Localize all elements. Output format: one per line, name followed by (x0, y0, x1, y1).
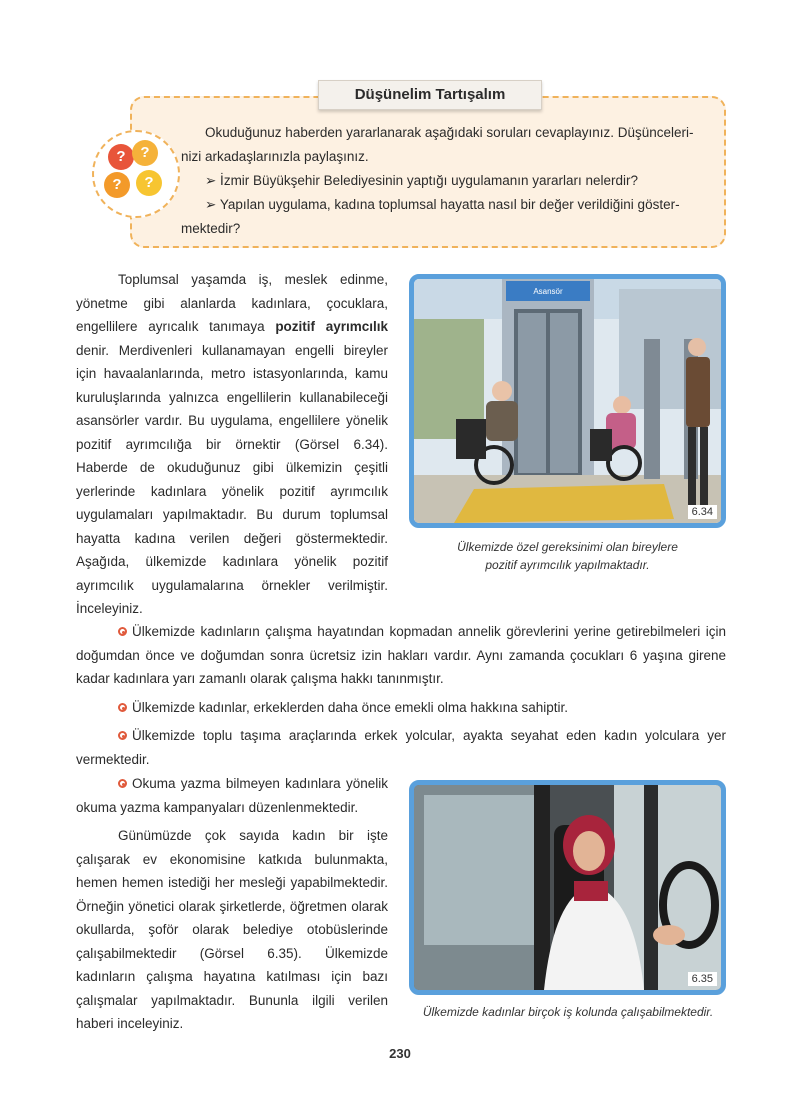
photo-bus-driver (409, 780, 726, 995)
bullet-icon (118, 703, 127, 712)
photo-elevator (409, 274, 726, 528)
para1-bold-term: pozitif ayrımcılık (275, 319, 388, 334)
paragraph-working-women: Günümüzde çok sayıda kadın bir işte çalışarak ev ekonomisine katkıda bulunmakta, hemen hemen istediği her mesleği yapabilmektedir. Örneğin yönetici olarak şirketlerde, öğretmen olarak okullarda, şoför olarak belediye otobüslerinde çalışabilmektedir (Görsel 6.35). Ülkemizde kadınların çalışma hayatına katılması için bazı çalışmalar yapılmaktadır. Bununla ilgili verilen haberi inceleyiniz. (76, 828, 388, 1031)
figure-caption-6-34 (409, 538, 726, 574)
left-column-lower (76, 772, 388, 1036)
bullet-list (76, 620, 726, 771)
bullet-icon (118, 627, 127, 636)
discussion-intro-line1: Okuduğunuz haberden yararlanarak aşağıdaki soruları cevaplayınız. Düşünceleri- (205, 125, 694, 140)
list-item (76, 772, 388, 819)
caption-6-34-line2: pozitif ayrımcılık yapılmaktadır. (485, 558, 650, 572)
discussion-title: Düşünelim Tartışalım (318, 80, 542, 110)
list-item (76, 696, 726, 720)
question-bubble-red: ? (108, 144, 134, 170)
discussion-question-2-line2: mektedir? (181, 221, 241, 236)
discussion-content (181, 121, 716, 241)
list-item (76, 724, 726, 771)
figure-caption-6-35: Ülkemizde kadınlar birçok iş kolunda çalışabilmektedir. (422, 1005, 714, 1019)
discussion-intro-line2: nizi arkadaşlarınızla paylaşınız. (181, 149, 369, 164)
bullet-text-4: Okuma yazma bilmeyen kadınlara yönelik okuma yazma kampanyaları düzenlenmektedir. (76, 776, 388, 815)
bullet-text-2: Ülkemizde kadınlar, erkeklerden daha önce emekli olma hakkına sahiptir. (132, 699, 568, 715)
question-bubble-gold: ? (136, 170, 162, 196)
bullet-text-1: Ülkemizde kadınların çalışma hayatından kopmadan annelik görevlerini yerine getirebilmeleri için doğumdan önce ve doğumdan sonra ücretsiz izin hakları vardır. Aynı zamanda çocukları 6 yaşına girene kadar kadınlara yarı zamanlı olarak çalışma hakkı tanınmıştır. (76, 624, 726, 686)
bullet-text-3: Ülkemizde toplu taşıma araçlarında erkek yolcular, ayakta seyahat eden kadın yolculara yer vermektedir. (76, 728, 726, 767)
question-bubble-yellow: ? (132, 140, 158, 166)
para1-text-end: denir. Merdivenleri kullanamayan engelli bireyler için havaalanlarında, metro istasyonlarında, kamu kuruluşlarında yalnızca engellilerin kullanabileceği asansörler vardır. Bu uygulama, engellilere yönelik pozitif ayrımcılığa bir örnektir (Görsel 6.34). Haberde de okuduğunuz gibi ülkemizin çeşitli yerlerinde kadınlara yönelik pozitif ayrımcılık uygulamaları yapılmaktadır. Bu durum toplumsal hayatta kadına verilen değeri göstermektedir. Aşağıda, ülkemizde kadınlara yönelik pozitif ayrımcılık uygulamalarına örnekler verilmiştir. İnceleyiniz. (76, 342, 388, 616)
list-item (76, 620, 726, 691)
question-marks-icon (92, 130, 180, 218)
bus-driver-image (414, 785, 721, 990)
bullet-icon (118, 731, 127, 740)
discussion-question-2-line1: ➢ Yapılan uygulama, kadına toplumsal hayatta nasıl bir değer verildiğini göster- (205, 197, 680, 212)
bullet-icon (118, 779, 127, 788)
paragraph-positive-discrimination (76, 268, 388, 621)
page-number: 230 (389, 1046, 411, 1061)
discussion-question-1: ➢ İzmir Büyükşehir Belediyesinin yaptığı uygulamanın yararları nelerdir? (205, 173, 639, 188)
elevator-scene-image (414, 279, 721, 523)
figure-number-6-35: 6.35 (688, 972, 717, 986)
para1-text-start: Toplumsal yaşamda iş, meslek edinme, yönetme gibi alanlarda kadınlara, çocuklara, engellilere ayrıcalık tanımaya (76, 272, 388, 334)
question-bubble-orange: ? (104, 172, 130, 198)
figure-number-6-34: 6.34 (688, 505, 717, 519)
elevator-sign-text: Asansör (533, 287, 563, 296)
caption-6-34-line1: Ülkemizde özel gereksinimi olan bireylere (457, 540, 678, 554)
